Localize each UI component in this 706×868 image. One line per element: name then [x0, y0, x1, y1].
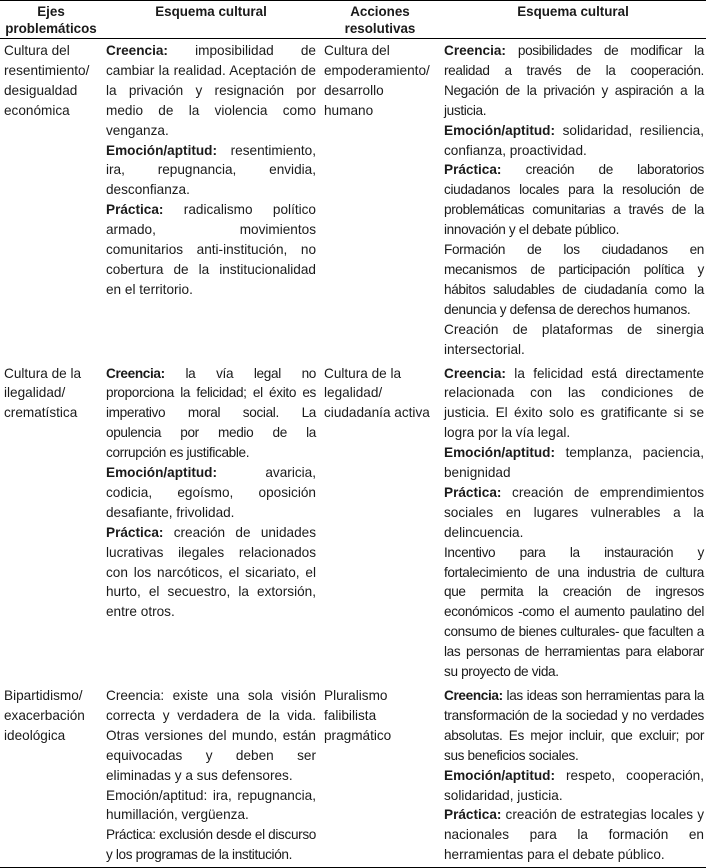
practica-text: creación de unidades lucrativas ilegales relacionados con los narcóticos, el sicariato, el hurto, el secuestro, la extorsión, entre otros.: [106, 524, 316, 620]
table-row: [0, 39, 706, 362]
esquema-problema-cell: [102, 684, 320, 868]
emocion-paragraph: Emoción/aptitud: ira, repugnancia, humillación, vergüenza.: [106, 787, 316, 823]
practica-paragraph: [444, 483, 704, 543]
esquema-solucion-cell: [440, 362, 706, 685]
practica-label: Práctica:: [106, 524, 164, 540]
practica-paragraph: [106, 523, 316, 623]
practica-text: radicalismo político armado, movimientos comunitarios anti-institución, no cobertura de la institucionalidad en el territorio.: [106, 202, 316, 297]
practica-text: creación de emprendimientos sociales en lugares vulnerables a la delincuencia.: [444, 484, 704, 540]
emocion-label: Emoción/aptitud:: [106, 465, 218, 481]
creencia-label: Creencia:: [444, 365, 506, 381]
esquema-solucion-cell: [440, 39, 706, 362]
creencia-text: la felicidad está directamente relacionada con las condiciones de justicia. El éxito solo es gratificante si se logra por la vía legal.: [444, 365, 704, 441]
emocion-text: resentimiento, ira, repugnancia, envidia, desconfianza.: [106, 142, 316, 198]
header-row: [0, 1, 706, 39]
practica-label: Práctica:: [106, 202, 164, 218]
creencia-paragraph: Creencia: existe una sola visión correcta y verdadera de la vida. Otras versiones del mundo, están equivocadas y deben ser eliminadas y a sus defensores.: [106, 688, 316, 783]
emocion-paragraph: [106, 463, 316, 523]
esquema-problema-cell: [102, 362, 320, 685]
accion-cell: Cultura del empoderamiento/ desarrollo humano: [324, 43, 430, 118]
emocion-label: Emoción/aptitud:: [106, 142, 218, 158]
eje-cell: Cultura del resentimiento/ desigualdad económica: [4, 43, 90, 118]
extra-paragraph: Formación de los ciudadanos en mecanismos de participación política y hábitos saludables de ciudadanía como la denuncia y defensa de derechos humanos.: [444, 242, 704, 317]
table-header: [0, 1, 706, 39]
emocion-label: Emoción/aptitud:: [444, 445, 556, 461]
practica-label: Práctica:: [444, 162, 502, 178]
eje-cell: Cultura de la ilegalidad/ crematística: [4, 365, 82, 421]
practica-paragraph: Práctica: exclusión desde el discurso y los programas de la institución.: [106, 827, 316, 863]
eje-cell: Bipartidismo/ exacerbación ideológica: [0, 684, 102, 868]
practica-label: Práctica:: [444, 807, 502, 823]
creencia-label: Creencia:: [106, 43, 168, 58]
header-ejes-problematicos: Ejes problemáticos: [0, 1, 102, 39]
header-esquema-cultural-solucion: Esquema cultural: [440, 1, 706, 39]
emocion-text: respeto, cooperación, solidaridad, justicia.: [444, 767, 704, 803]
creencia-paragraph: [444, 686, 704, 766]
emocion-text: avaricia, codicia, egoísmo, oposición desafiante, frivolidad.: [106, 465, 316, 520]
header-acciones-resolutivas: Acciones resolutivas: [320, 1, 440, 39]
table-body: [0, 39, 706, 868]
esquema-problema-cell: [102, 39, 320, 362]
practica-text: creación de laboratorios ciudadanos locales para la resolución de problemáticas comunitarias a través de la innovación y el debate público.: [444, 162, 704, 238]
emocion-label: Emoción/aptitud:: [444, 122, 556, 138]
table-row: [0, 684, 706, 868]
creencia-text: posibilidades de modificar la realidad a través de la cooperación. Negación de la privación y aspiración a la justicia.: [444, 43, 704, 118]
extra-paragraph: Incentivo para la instauración y fortalecimiento de una industria de cultura que permita la creación de ingresos económicos -como el aumento paulatino del consumo de bienes culturales- que faculten a las personas de herramientas para elaborar su proyecto de vida.: [444, 544, 704, 680]
creencia-paragraph: [444, 41, 704, 121]
practica-paragraph: [444, 805, 704, 865]
emocion-text: solidaridad, resiliencia, confianza, proactividad.: [444, 122, 704, 158]
practica-paragraph: [106, 200, 316, 300]
accion-cell: Pluralismo falibilista pragmático: [320, 684, 440, 868]
emocion-paragraph: [444, 766, 704, 806]
creencia-text: las ideas son herramientas para la transformación de la sociedad y no verdades absolutas. Es mejor incluir, que excluir; por sus beneficios sociales.: [444, 688, 704, 763]
creencia-paragraph: [444, 364, 704, 444]
esquema-solucion-cell: [440, 684, 706, 868]
header-esquema-cultural-problema: Esquema cultural: [102, 1, 320, 39]
accion-cell: Cultura de la legalidad/ ciudadanía activa: [324, 365, 430, 421]
table-row: [0, 362, 706, 685]
creencia-label: Creencia:: [444, 688, 503, 703]
practica-paragraph: [444, 160, 704, 240]
emocion-paragraph: [106, 141, 316, 201]
emocion-paragraph: [444, 443, 704, 483]
creencia-paragraph: [106, 41, 316, 141]
practica-text: creación de estrategias locales y nacionales para la formación en herramientas para el debate público.: [444, 807, 704, 863]
emocion-label: Emoción/aptitud:: [444, 767, 556, 783]
creencia-label: Creencia:: [106, 365, 165, 381]
creencia-label: Creencia:: [444, 43, 506, 58]
practica-label: Práctica:: [444, 484, 502, 500]
creencia-paragraph: [106, 364, 316, 464]
emocion-paragraph: [444, 121, 704, 161]
creencia-text: imposibilidad de cambiar la realidad. Aceptación de la privación y resignación por medio de la violencia como venganza.: [106, 43, 316, 138]
extra-paragraph: Creación de plataformas de sinergia intersectorial.: [444, 321, 704, 357]
emocion-text: templanza, paciencia, benignidad: [444, 445, 704, 481]
creencia-text: la vía legal no proporciona la felicidad; el éxito es imperativo moral social. La opulencia por medio de la corrupción es justificable.: [106, 365, 316, 461]
